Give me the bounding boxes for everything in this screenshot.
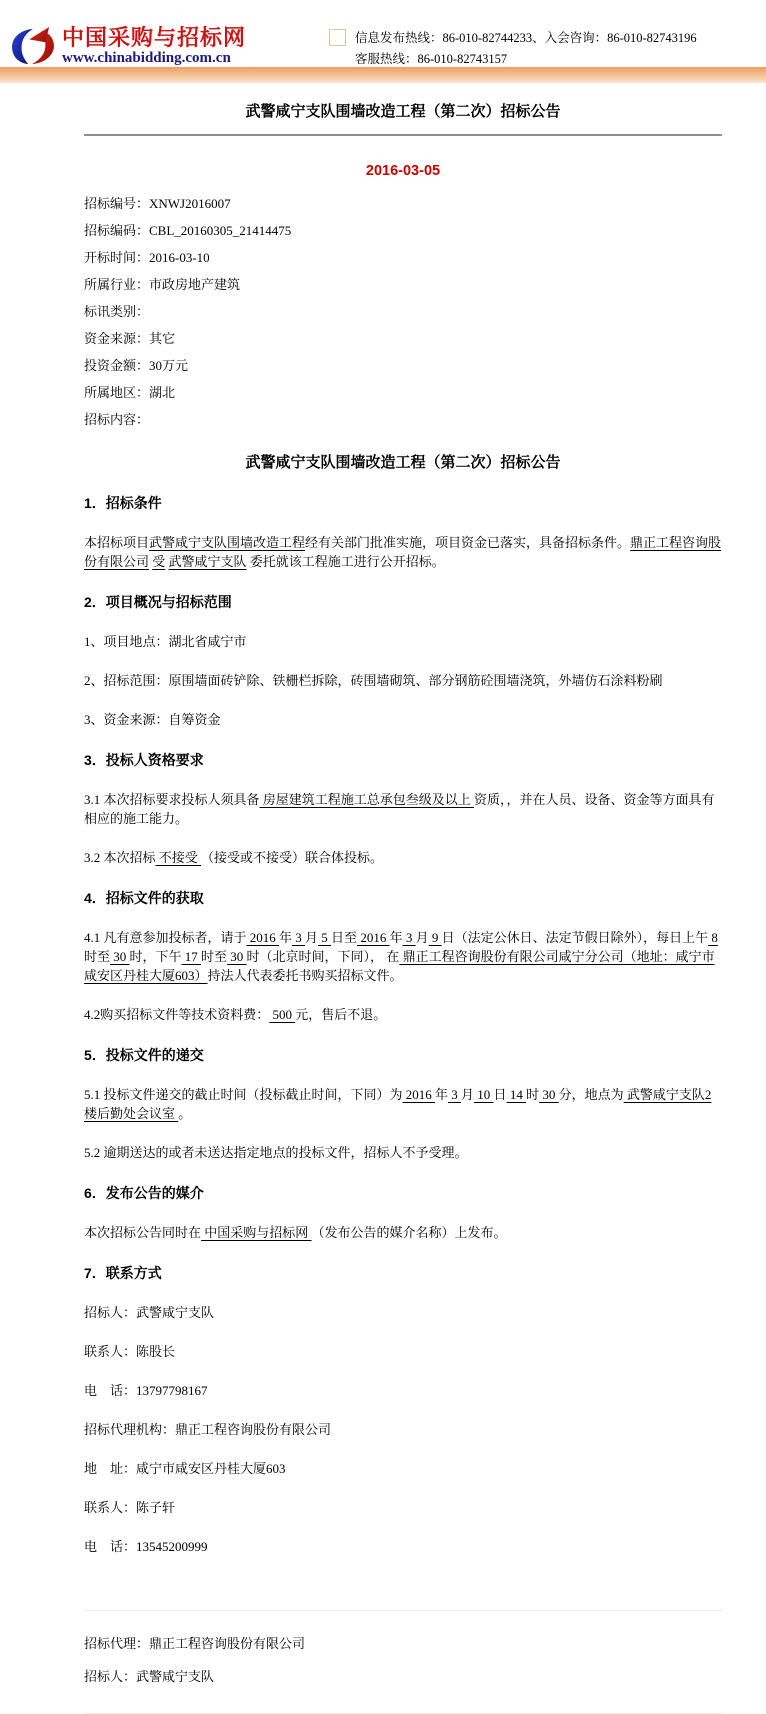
underlined-field: 30 [227,949,247,964]
underlined-field: 3 [292,930,306,945]
text-run: 1、项目地点：湖北省咸宁市 [84,634,247,649]
hotline-line2: 客服热线：86-010-82743157 [355,52,508,66]
underlined-field: 3 [402,930,416,945]
underlined-field: 17 [181,949,202,964]
text-run: 3.2 本次招标 [84,850,156,865]
paragraph [84,1085,722,1123]
text-run: 年 [389,930,403,945]
text-run: 时至 [84,949,111,964]
hotline-text-block [355,28,697,70]
underlined-field: 500 [269,1007,296,1022]
underlined-field: 30 [539,1087,559,1102]
section-heading [84,1264,722,1283]
footer-line: 招标人：武警咸宁支队 [84,1669,215,1684]
underlined-field: 房屋建筑工程施工总承包叁级及以上 [259,792,475,807]
site-name: 中国采购与招标网 [62,25,247,50]
underlined-field: 10 [474,1087,494,1102]
text-run: 时至 [201,949,228,964]
site-logo[interactable] [10,26,246,66]
title-divider [84,134,722,136]
text-run: 1．招标条件 [84,495,162,511]
paragraph [84,533,722,571]
text-run: 时 [526,1087,540,1102]
meta-field: 投资金额：30万元 [84,358,189,373]
meta-field: 资金来源：其它 [84,331,176,346]
underlined-field: 2016 [402,1087,436,1102]
meta-field: 招标编码：CBL_20160305_21414475 [84,223,292,238]
meta-field: 所属行业：市政房地产建筑 [84,277,241,292]
underlined-field: 受 [152,554,166,569]
text-run: （发布公告的媒介名称）上发布。 [311,1225,507,1240]
text-run: 2、招标范围：原围墙面砖铲除、铁栅栏拆除，砖围墙砌筑、部分钢筋砼围墙浇筑，外墙仿石涂料粉刷 [84,673,663,688]
text-run: 委托就该工程施工进行公开招标。 [246,554,445,569]
section-heading [84,751,722,770]
publish-date: 2016-03-05 [365,163,441,179]
paragraph [84,1498,722,1517]
text-run: 5．投标文件的递交 [84,1047,204,1063]
logo-text-block [62,26,246,66]
text-run: 招标人：武警咸宁支队 [84,1305,215,1320]
announcement-inner-title: 武警咸宁支队围墙改造工程（第二次）招标公告 [245,454,561,471]
section-heading [84,593,722,612]
text-run: （接受或不接受）联合体投标。 [201,850,384,865]
section-heading [84,889,722,908]
text-run: 年 [435,1087,449,1102]
underlined-field: 2016 [246,930,280,945]
checkbox-icon [329,29,346,46]
underlined-field: 8 [708,930,718,945]
footer-lines [84,1635,722,1685]
underlined-field: 2016 [357,930,390,945]
paragraph [84,710,722,729]
header-hotlines [329,28,697,70]
footer-line: 招标代理：鼎正工程咨询股份有限公司 [84,1636,306,1651]
text-run: 联系人：陈股长 [84,1344,176,1359]
text-run: 5.1 投标文件递交的截止时间（投标截止时间，下同）为 [84,1087,403,1102]
meta-field: 开标时间：2016-03-10 [84,250,210,265]
underlined-field: 不接受 [155,850,202,865]
site-header [0,0,766,67]
underlined-field: 14 [506,1087,527,1102]
paragraph [84,1420,722,1439]
underlined-field: 武警咸宁支队2楼后勤处会议室 [84,1087,712,1121]
meta-fields [84,195,722,428]
text-run: 5.2 逾期送达的或者未送达指定地点的投标文件，招标人不予受理。 [84,1145,468,1160]
text-run: 4.2购买招标文件等技术资料费： [84,1007,270,1022]
text-run: 月 [461,1087,475,1102]
underlined-field: 3 [448,1087,462,1102]
paragraph [84,1143,722,1162]
text-run: 3.1 本次招标要求投标人须具备 [84,792,260,807]
paragraph [84,1303,722,1322]
meta-field: 招标编号：XNWJ2016007 [84,196,231,211]
text-run: 联系人：陈子轩 [84,1500,176,1515]
text-run: 持法人代表委托书购买招标文件。 [207,968,403,983]
section-heading [84,494,722,513]
text-run: 经有关部门批准实施，项目资金已落实，具备招标条件。 [305,535,631,550]
paragraph [84,848,722,867]
paragraph [84,632,722,651]
text-run: 月 [305,930,319,945]
underlined-field: 武警咸宁支队围墙改造工程 [149,535,306,550]
paragraph [84,1223,722,1242]
text-run: 电 话：13797798167 [84,1383,208,1398]
paragraph [84,1459,722,1478]
paragraph [84,1342,722,1361]
underlined-field: 5 [318,930,332,945]
section-heading [84,1184,722,1203]
text-run: 。 [178,1106,192,1121]
hotline-line1: 信息发布热线：86-010-82744233、入会咨询：86-010-82743196 [355,31,697,45]
text-run: 时（北京时间，下同）， 在 [246,949,400,964]
page-title: 武警咸宁支队围墙改造工程（第二次）招标公告 [245,103,561,120]
text-run: 地 址：咸宁市咸安区丹桂大厦603 [84,1461,286,1476]
text-run: 年 [279,930,293,945]
text-run: 日 [493,1087,507,1102]
text-run: 月 [415,930,429,945]
text-run: 7．联系方式 [84,1265,162,1281]
underlined-field: 鼎正工程咨询股份有限公司 [84,535,722,569]
text-run: 3．投标人资格要求 [84,752,204,768]
text-run: 分，地点为 [558,1087,624,1102]
paragraph [84,671,722,690]
underlined-field: 中国采购与招标网 [201,1225,312,1240]
section-heading [84,1046,722,1065]
text-run: 电 话：13545200999 [84,1539,208,1554]
underlined-field: 30 [110,949,130,964]
text-run: 4.1 凡有意参加投标者，请于 [84,930,247,945]
underlined-field: 武警咸宁支队 [168,554,247,569]
text-run: 日（法定公休日、法定节假日除外），每日上午 [441,930,709,945]
text-run: 元，售后不退。 [295,1007,387,1022]
announcement-page [0,100,766,1714]
chinabidding-swirl-logo-icon [10,26,56,66]
underlined-field: 鼎正工程咨询股份有限公司咸宁分公司（地址：咸宁市咸安区丹桂大厦603） [84,949,715,983]
paragraph [84,790,722,828]
text-run: 招标代理机构：鼎正工程咨询股份有限公司 [84,1422,332,1437]
paragraph [84,1537,722,1556]
meta-field: 标讯类别： [84,304,150,319]
paragraph [84,928,722,985]
meta-field: 招标内容： [84,412,150,427]
text-run: 日至 [331,930,358,945]
underlined-field: 9 [428,930,442,945]
text-run: 4．招标文件的获取 [84,890,204,906]
text-run: 3、资金来源：自筹资金 [84,712,221,727]
text-run: 本招标项目 [84,535,150,550]
text-run: 2．项目概况与招标范围 [84,594,232,610]
text-run: 本次招标公告同时在 [84,1225,202,1240]
doc-body [84,494,722,1556]
text-run: 资质，，并在人员、设备、资金等方面具有相应的施工能力。 [84,792,715,826]
site-url[interactable]: www.chinabidding.com.cn [62,50,231,66]
meta-field: 所属地区：湖北 [84,385,176,400]
text-run: 时，下午 [129,949,182,964]
footer-summary [84,1610,722,1714]
paragraph [84,1005,722,1024]
text-run: 6．发布公告的媒介 [84,1185,204,1201]
paragraph [84,1381,722,1400]
